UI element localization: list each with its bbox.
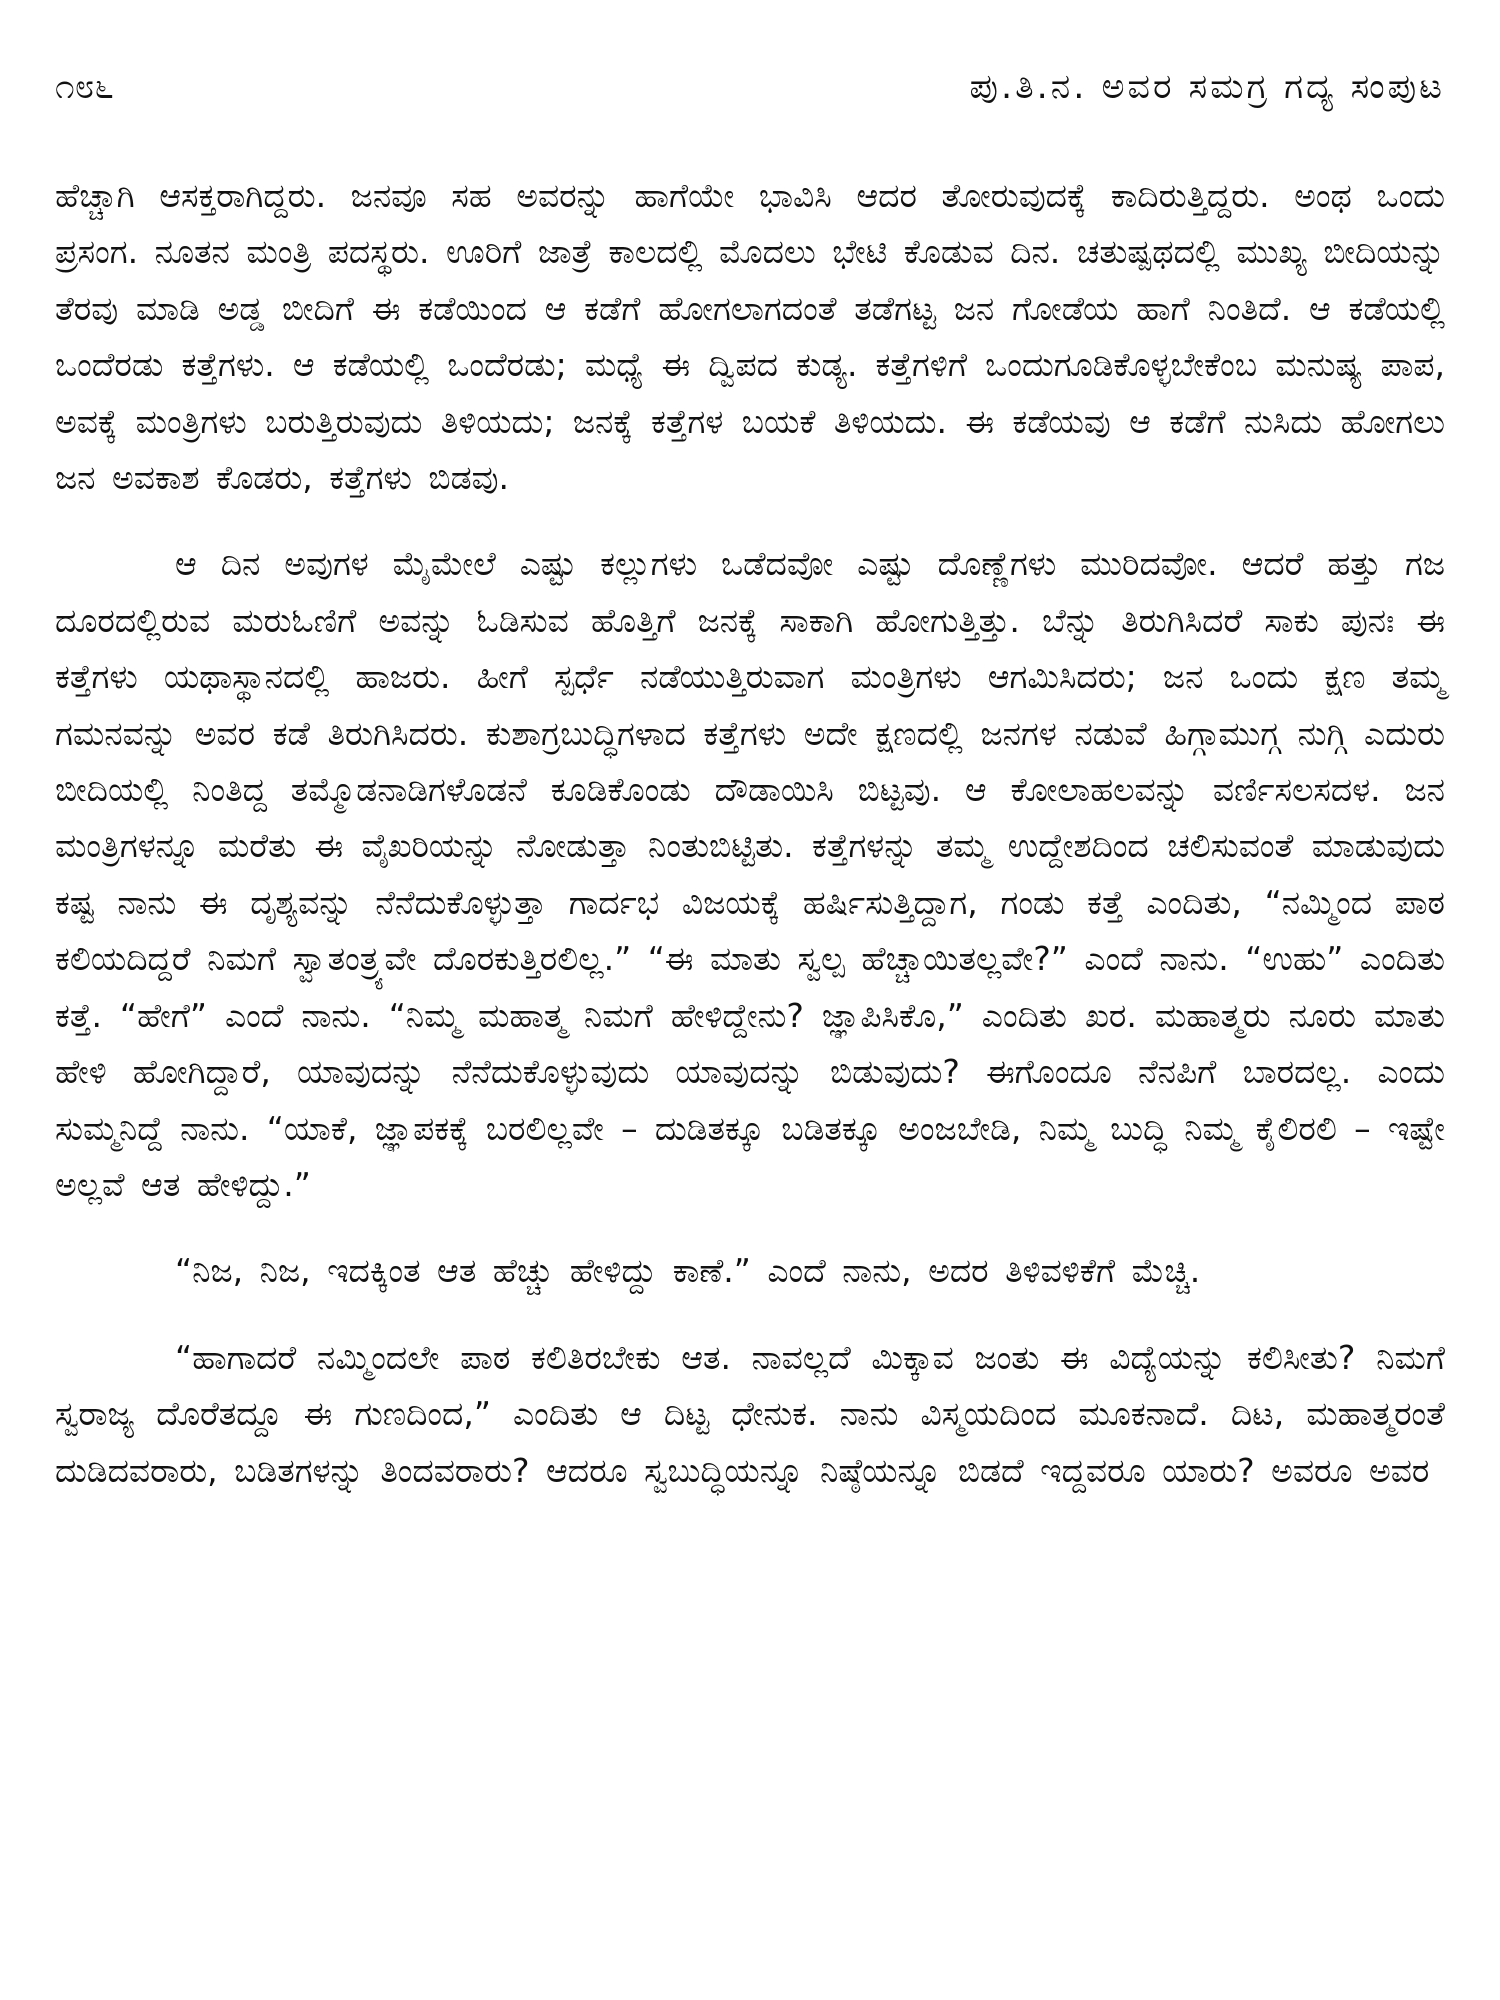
page-header <box>55 62 1445 112</box>
paragraph-2: ಆ ದಿನ ಅವುಗಳ ಮೈಮೇಲೆ ಎಷ್ಟು ಕಲ್ಲುಗಳು ಒಡೆದವೋ ಎಷ್ಟು ದೊಣ್ಣೆಗಳು ಮುರಿದವೋ. ಆದರೆ ಹತ್ತು ಗಜ ದೂರದಲ್ಲಿರುವ ಮರುಓಣಿಗೆ ಅವನ್ನು ಓಡಿಸುವ ಹೊತ್ತಿಗೆ ಜನಕ್ಕೆ ಸಾಕಾಗಿ ಹೋಗುತ್ತಿತ್ತು. ಬೆನ್ನು ತಿರುಗಿಸಿದರೆ ಸಾಕು ಪುನಃ ಈ ಕತ್ತೆಗಳು ಯಥಾಸ್ಥಾನದಲ್ಲಿ ಹಾಜರು. ಹೀಗೆ ಸ್ಪರ್ಧೆ ನಡೆಯುತ್ತಿರುವಾಗ ಮಂತ್ರಿಗಳು ಆಗಮಿಸಿದರು; ಜನ ಒಂದು ಕ್ಷಣ ತಮ್ಮ ಗಮನವನ್ನು ಅವರ ಕಡೆ ತಿರುಗಿಸಿದರು. ಕುಶಾಗ್ರಬುದ್ಧಿಗಳಾದ ಕತ್ತೆಗಳು ಅದೇ ಕ್ಷಣದಲ್ಲಿ ಜನಗಳ ನಡುವೆ ಹಿಗ್ಗಾಮುಗ್ಗ ನುಗ್ಗಿ ಎದುರು ಬೀದಿಯಲ್ಲಿ ನಿಂತಿದ್ದ ತಮ್ಮೊಡನಾಡಿಗಳೊಡನೆ ಕೂಡಿಕೊಂಡು ದೌಡಾಯಿಸಿ ಬಿಟ್ಟವು. ಆ ಕೋಲಾಹಲವನ್ನು ವರ್ಣಿಸಲಸದಳ. ಜನ ಮಂತ್ರಿಗಳನ್ನೂ ಮರೆತು ಈ ವೈಖರಿಯನ್ನು ನೋಡುತ್ತಾ ನಿಂತುಬಿಟ್ಟಿತು. ಕತ್ತೆಗಳನ್ನು ತಮ್ಮ ಉದ್ದೇಶದಿಂದ ಚಲಿಸುವಂತೆ ಮಾಡುವುದು ಕಷ್ಟ ನಾನು ಈ ದೃಶ್ಯವನ್ನು ನೆನೆದುಕೊಳ್ಳುತ್ತಾ ಗಾರ್ದಭ ವಿಜಯಕ್ಕೆ ಹರ್ಷಿಸುತ್ತಿದ್ದಾಗ, ಗಂಡು ಕತ್ತೆ ಎಂದಿತು, “ನಮ್ಮಿಂದ ಪಾಠ ಕಲಿಯದಿದ್ದರೆ ನಿಮಗೆ ಸ್ವಾತಂತ್ರ್ಯವೇ ದೊರಕುತ್ತಿರಲಿಲ್ಲ.” “ಈ ಮಾತು ಸ್ವಲ್ಪ ಹೆಚ್ಚಾಯಿತಲ್ಲವೇ?” ಎಂದೆ ನಾನು. “ಉಹು” ಎಂದಿತು ಕತ್ತೆ. “ಹೇಗೆ” ಎಂದೆ ನಾನು. “ನಿಮ್ಮ ಮಹಾತ್ಮ ನಿಮಗೆ ಹೇಳಿದ್ದೇನು? ಜ್ಞಾಪಿಸಿಕೊ,” ಎಂದಿತು ಖರ. ಮಹಾತ್ಮರು ನೂರು ಮಾತು ಹೇಳಿ ಹೋಗಿದ್ದಾರೆ, ಯಾವುದನ್ನು ನೆನೆದುಕೊಳ್ಳುವುದು ಯಾವುದನ್ನು ಬಿಡುವುದು? ಈಗೊಂದೂ ನೆನಪಿಗೆ ಬಾರದಲ್ಲ. ಎಂದು ಸುಮ್ಮನಿದ್ದೆ ನಾನು. “ಯಾಕೆ, ಜ್ಞಾಪಕಕ್ಕೆ ಬರಲಿಲ್ಲವೇ – ದುಡಿತಕ್ಕೂ ಬಡಿತಕ್ಕೂ ಅಂಜಬೇಡಿ, ನಿಮ್ಮ ಬುದ್ಧಿ ನಿಮ್ಮ ಕೈಲಿರಲಿ – ಇಷ್ಟೇ ಅಲ್ಲವೆ ಆತ ಹೇಳಿದ್ದು.” <box>55 544 1445 1204</box>
running-title: ಪು.ತಿ.ನ. ಅವರ ಸಮಗ್ರ ಗದ್ಯ ಸಂಪುಟ <box>969 67 1445 107</box>
paragraph-3: “ನಿಜ, ನಿಜ, ಇದಕ್ಕಿಂತ ಆತ ಹೆಚ್ಚು ಹೇಳಿದ್ದು ಕಾಣೆ.” ಎಂದೆ ನಾನು, ಅದರ ತಿಳಿವಳಿಕೆಗೆ ಮೆಚ್ಚಿ. <box>175 1251 1201 1291</box>
page-number: ೧೮೬ <box>55 67 114 107</box>
paragraph-4: “ಹಾಗಾದರೆ ನಮ್ಮಿಂದಲೇ ಪಾಠ ಕಲಿತಿರಬೇಕು ಆತ. ನಾವಲ್ಲದೆ ಮಿಕ್ಕಾವ ಜಂತು ಈ ವಿದ್ಯೆಯನ್ನು ಕಲಿಸೀತು? ನಿಮಗೆ ಸ್ವರಾಜ್ಯ ದೊರೆತದ್ದೂ ಈ ಗುಣದಿಂದ,” ಎಂದಿತು ಆ ದಿಟ್ಟ ಧೇನುಕ. ನಾನು ವಿಸ್ಮಯದಿಂದ ಮೂಕನಾದೆ. ದಿಟ, ಮಹಾತ್ಮರಂತೆ ದುಡಿದವರಾರು, ಬಡಿತಗಳನ್ನು ತಿಂದವರಾರು? ಆದರೂ ಸ್ವಬುದ್ಧಿಯನ್ನೂ ನಿಷ್ಠೆಯನ್ನೂ ಬಿಡದೆ ಇದ್ದವರೂ ಯಾರು? ಅವರೂ ಅವರ <box>55 1337 1445 1490</box>
body-text <box>55 168 1445 1529</box>
paragraph-1: ಹೆಚ್ಚಾಗಿ ಆಸಕ್ತರಾಗಿದ್ದರು. ಜನವೂ ಸಹ ಅವರನ್ನು ಹಾಗೆಯೇ ಭಾವಿಸಿ ಆದರ ತೋರುವುದಕ್ಕೆ ಕಾದಿರುತ್ತಿದ್ದರು. ಅಂಥ ಒಂದು ಪ್ರಸಂಗ. ನೂತನ ಮಂತ್ರಿ ಪದಸ್ಥರು. ಊರಿಗೆ ಜಾತ್ರೆ ಕಾಲದಲ್ಲಿ ಮೊದಲು ಭೇಟಿ ಕೊಡುವ ದಿನ. ಚತುಷ್ಪಥದಲ್ಲಿ ಮುಖ್ಯ ಬೀದಿಯನ್ನು ತೆರವು ಮಾಡಿ ಅಡ್ಡ ಬೀದಿಗೆ ಈ ಕಡೆಯಿಂದ ಆ ಕಡೆಗೆ ಹೋಗಲಾಗದಂತೆ ತಡೆಗಟ್ಟ ಜನ ಗೋಡೆಯ ಹಾಗೆ ನಿಂತಿದೆ. ಆ ಕಡೆಯಲ್ಲಿ ಒಂದೆರಡು ಕತ್ತೆಗಳು. ಆ ಕಡೆಯಲ್ಲಿ ಒಂದೆರಡು; ಮಧ್ಯೆ ಈ ದ್ವಿಪದ ಕುಡ್ಯ. ಕತ್ತೆಗಳಿಗೆ ಒಂದುಗೂಡಿಕೊಳ್ಳಬೇಕೆಂಬ ಮನುಷ್ಯ ಪಾಪ, ಅವಕ್ಕೆ ಮಂತ್ರಿಗಳು ಬರುತ್ತಿರುವುದು ತಿಳಿಯದು; ಜನಕ್ಕೆ ಕತ್ತೆಗಳ ಬಯಕೆ ತಿಳಿಯದು. ಈ ಕಡೆಯವು ಆ ಕಡೆಗೆ ನುಸಿದು ಹೋಗಲು ಜನ ಅವಕಾಶ ಕೊಡರು, ಕತ್ತೆಗಳು ಬಿಡವು. <box>55 176 1445 498</box>
